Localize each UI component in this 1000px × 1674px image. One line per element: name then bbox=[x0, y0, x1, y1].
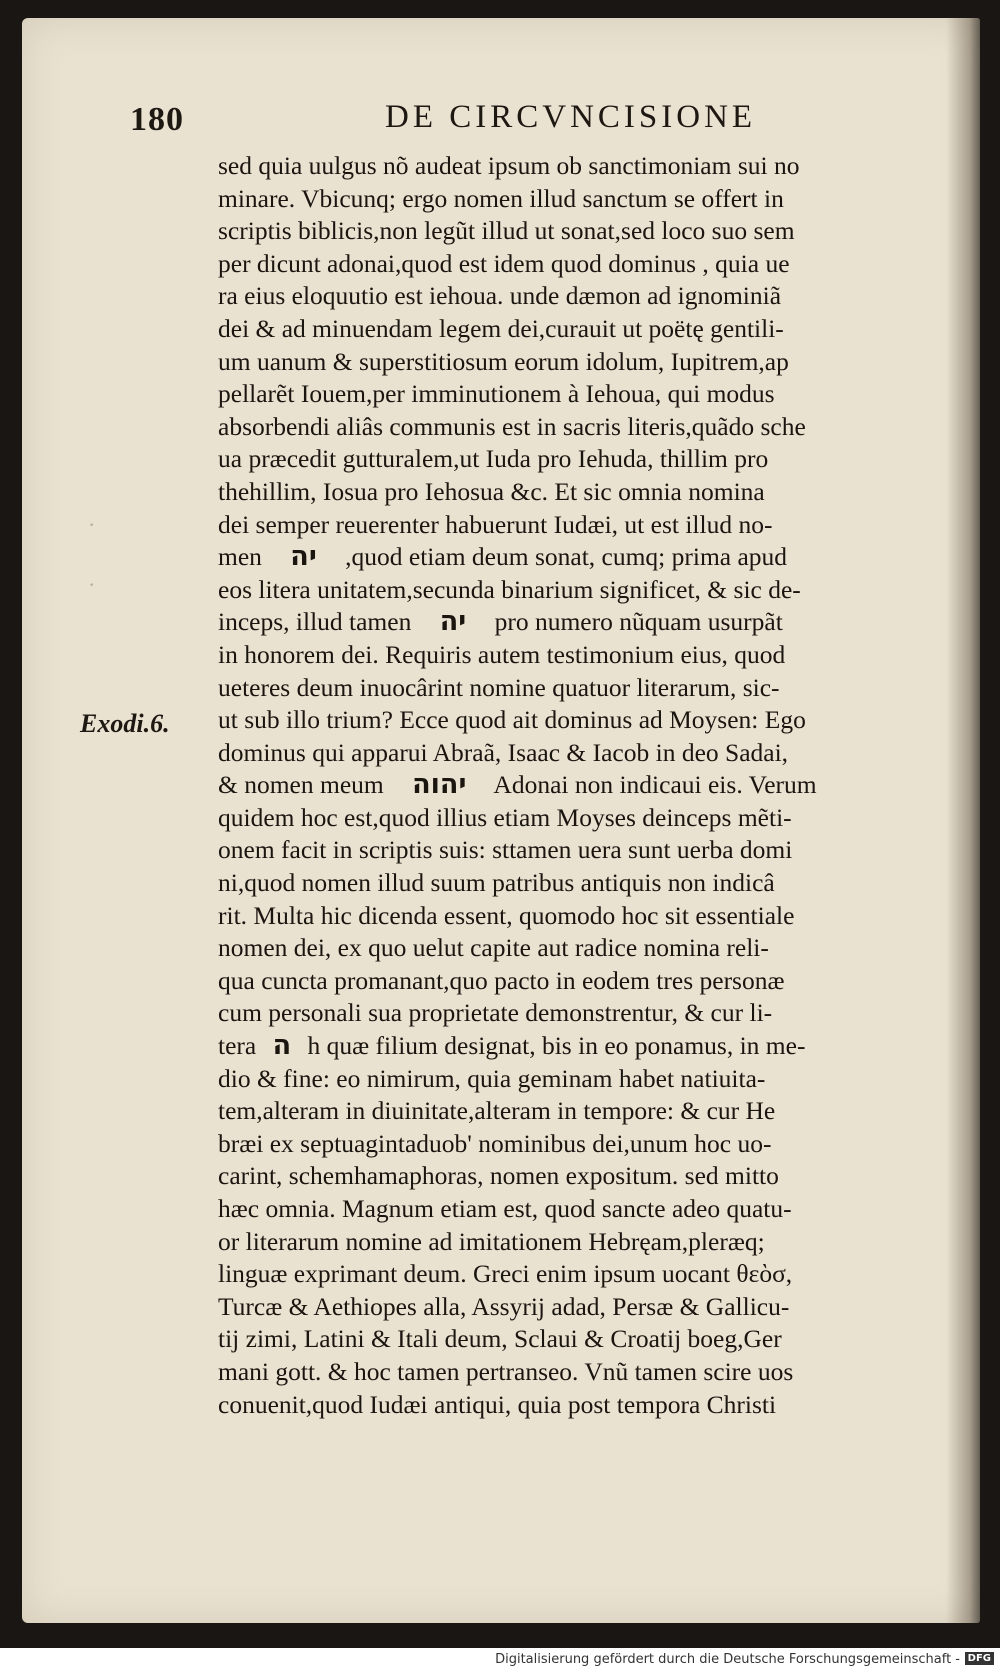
text-line-with-hebrew bbox=[218, 1030, 978, 1063]
text-segment: men bbox=[218, 542, 262, 572]
text-line-with-hebrew bbox=[218, 769, 978, 802]
text-line: scriptis biblicis,non legũt illud ut sonat,sed loco suo sem bbox=[218, 216, 795, 246]
text-line: per dicunt adonai,quod est idem quod dominus , quia ue bbox=[218, 248, 790, 278]
text-line: thehillim, Iosua pro Iehosua &c. Et sic omnia nomina bbox=[218, 476, 765, 506]
text-line-with-hebrew bbox=[218, 541, 978, 574]
text-line: bræi ex septuagintaduob' nominibus dei,unum hoc uo- bbox=[218, 1128, 772, 1158]
text-line: nomen dei, ex quo uelut capite aut radice nomina reli- bbox=[218, 933, 769, 963]
page-header bbox=[120, 95, 920, 145]
dfg-logo: DFG bbox=[965, 1652, 994, 1665]
text-line: minare. Vbicunq; ergo nomen illud sanctum se offert in bbox=[218, 183, 784, 213]
text-segment: pro numero nũquam usurpãt bbox=[494, 607, 783, 637]
text-line: carint, schemhamaphoras, nomen expositum. sed mitto bbox=[218, 1161, 779, 1191]
text-line: tem,alteram in diuinitate,alteram in tempore: & cur He bbox=[218, 1096, 776, 1126]
text-segment: tera bbox=[218, 1031, 257, 1061]
hebrew-word: יה bbox=[290, 541, 317, 573]
bleed-through-mark: · bbox=[88, 572, 96, 597]
text-line: absorbendi aliâs communis est in sacris literis,quãdo sche bbox=[218, 411, 806, 441]
hebrew-letter: ה bbox=[272, 1030, 292, 1062]
text-segment: & nomen meum bbox=[218, 770, 384, 800]
text-line: conuenit,quod Iudæi antiqui, quia post tempora Christi bbox=[218, 1389, 777, 1419]
text-line: dominus qui apparui Abraã, Isaac & Iacob in deo Sadai, bbox=[218, 737, 789, 767]
text-line: dio & fine: eo nimirum, quia geminam habet natiuita- bbox=[218, 1063, 766, 1093]
text-line: linguæ exprimant deum. Greci enim ipsum uocant θεὸσ, bbox=[218, 1259, 793, 1289]
text-line: ua præcedit gutturalem,ut Iuda pro Iehuda, thillim pro bbox=[218, 444, 769, 474]
text-line: ueteres deum inuocârint nomine quatuor literarum, sic- bbox=[218, 672, 780, 702]
text-line: rit. Multa hic dicenda essent, quomodo hoc sit essentiale bbox=[218, 900, 795, 930]
text-line: cum personali sua proprietate demonstrentur, & cur li- bbox=[218, 998, 773, 1028]
hebrew-word: יה bbox=[439, 606, 467, 638]
text-line-with-hebrew bbox=[218, 606, 978, 639]
text-segment: inceps, illud tamen bbox=[218, 607, 412, 637]
text-line: Turcæ & Aethiopes alla, Assyrij adad, Persæ & Gallicu- bbox=[218, 1291, 790, 1321]
text-line: pellarẽt Iouem,per imminutionem à Iehoua, qui modus bbox=[218, 379, 775, 409]
text-line: or literarum nomine ad imitationem Hebręam,pleræq; bbox=[218, 1226, 765, 1256]
page-number: 180 bbox=[130, 101, 184, 138]
text-line: qua cuncta promanant,quo pacto in eodem tres personæ bbox=[218, 965, 785, 995]
text-line: um uanum & superstitiosum eorum idolum, Iupitrem,ap bbox=[218, 346, 789, 376]
text-line: ni,quod nomen illud suum patribus antiquis non indicâ bbox=[218, 868, 775, 898]
funding-credit: Digitalisierung gefördert durch die Deutsche Forschungsgemeinschaft - bbox=[495, 1652, 960, 1667]
marginal-note: Exodi.6. bbox=[80, 709, 170, 738]
text-segment: ,quod etiam deum sonat, cumq; prima apud bbox=[345, 542, 788, 572]
text-line: in honorem dei. Requiris autem testimonium eius, quod bbox=[218, 639, 786, 669]
text-segment: Adonai non indicaui eis. Verum bbox=[493, 770, 817, 800]
text-line: ra eius eloquutio est iehoua. unde dæmon ad ignominiã bbox=[218, 281, 782, 311]
text-line: dei semper reuerenter habuerunt Iudæi, ut est illud no- bbox=[218, 509, 773, 539]
text-segment: h quæ filium designat, bis in eo ponamus, in me- bbox=[307, 1031, 806, 1061]
text-line: eos litera unitatem,secunda binarium significet, & sic de- bbox=[218, 574, 801, 604]
text-line: mani gott. & hoc tamen pertranseo. Vnũ tamen scire uos bbox=[218, 1356, 794, 1386]
text-line: dei & ad minuendam legem dei,curauit ut poëtę gentili- bbox=[218, 313, 784, 343]
bleed-through-mark: · bbox=[88, 512, 96, 537]
hebrew-word: יהוה bbox=[412, 769, 467, 801]
text-line: tij zimi, Latini & Itali deum, Sclaui & Croatij boeg,Ger bbox=[218, 1324, 782, 1354]
text-line: onem facit in scriptis suis: sttamen uera sunt uerba domi bbox=[218, 835, 793, 865]
running-head: DE CIRCVNCISIONE bbox=[385, 99, 757, 135]
text-line: sed quia uulgus nõ audeat ipsum ob sanctimoniam sui no bbox=[218, 151, 800, 180]
text-line: ut sub illo trium? Ecce quod ait dominus ad Moysen: Ego bbox=[218, 705, 806, 735]
text-line: hæc omnia. Magnum etiam est, quod sancte adeo quatu- bbox=[218, 1194, 792, 1223]
text-line: quidem hoc est,quod illius etiam Moyses deinceps mẽti- bbox=[218, 802, 792, 832]
body-text bbox=[218, 150, 978, 1421]
digitization-footer bbox=[0, 1648, 1000, 1674]
